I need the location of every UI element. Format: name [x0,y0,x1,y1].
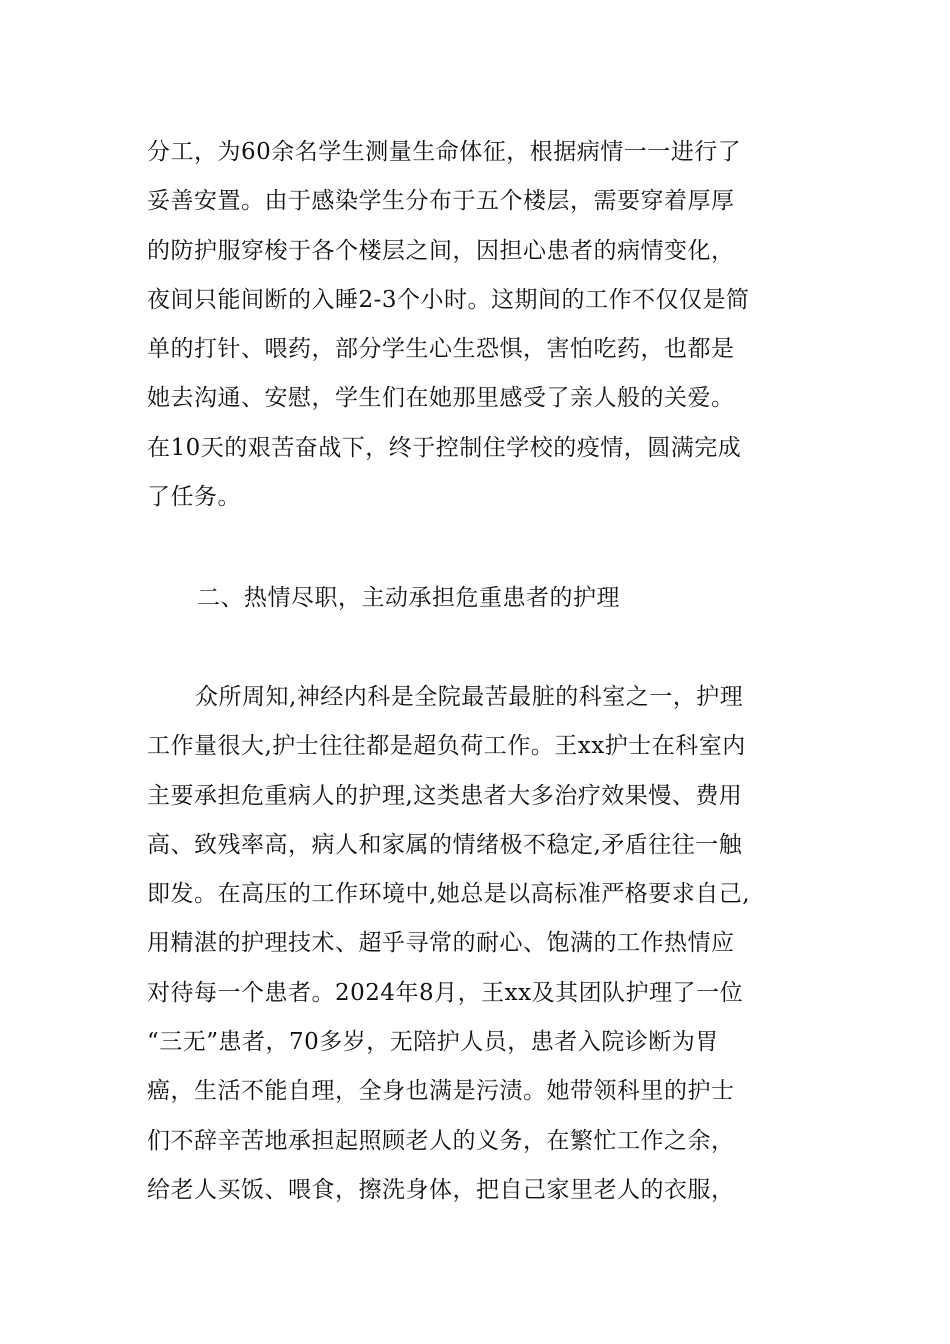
paragraph-critical-care [147,673,827,1215]
text-line: 的防护服穿梭于各个楼层之间，因担心患者的病情变化， [147,237,735,264]
text-line: “三无”患者，70多岁，无陪护人员，患者入院诊断为胃 [147,1029,719,1056]
text-line: 分工，为60余名学生测量生命体征，根据病情一一进行了 [147,139,742,165]
text-line: 单的打针、喂药，部分学生心生恐惧，害怕吃药，也都是 [147,336,735,363]
text-line: 她去沟通、安慰，学生们在她那里感受了亲人般的关爱。 [147,385,735,412]
text-line: 工作量很大,护士往往都是超负荷工作。王xx护士在科室内 [147,733,746,760]
text-line: 癌，生活不能自理，全身也满是污渍。她带领科里的护士 [147,1078,735,1105]
text-line: 对待每一个患者。2024年8月，王xx及其团队护理了一位 [147,979,744,1006]
section-heading [197,574,877,623]
text-line: 们不辞辛苦地承担起照顾老人的义务，在繁忙工作之余， [147,1127,735,1154]
text-line: 即发。在高压的工作环境中,她总是以高标准严格要求自己, [147,881,751,908]
text-line: 妥善安置。由于感染学生分布于五个楼层，需要穿着厚厚 [147,188,735,215]
text-line: 了任务。 [147,484,241,511]
text-line: 夜间只能间断的入睡2-3个小时。这期间的工作不仅仅是简 [147,286,750,313]
text-line: 在10天的艰苦奋战下，终于控制住学校的疫情，圆满完成 [147,434,742,461]
heading-text: 二、热情尽职，主动承担危重患者的护理 [197,585,620,611]
text-line: 给老人买饭、喂食，擦洗身体，把自己家里老人的衣服， [147,1176,735,1203]
paragraph-covid-care [147,128,827,522]
text-line: 主要承担危重病人的护理,这类患者大多治疗效果慢、费用 [147,782,743,809]
text-line: 众所周知,神经内科是全院最苦最脏的科室之一，护理 [195,684,744,710]
text-line: 用精湛的护理技术、超乎寻常的耐心、饱满的工作热情应 [147,930,735,957]
text-line: 高、致残率高，病人和家属的情绪极不稳定,矛盾往往一触 [147,831,743,858]
